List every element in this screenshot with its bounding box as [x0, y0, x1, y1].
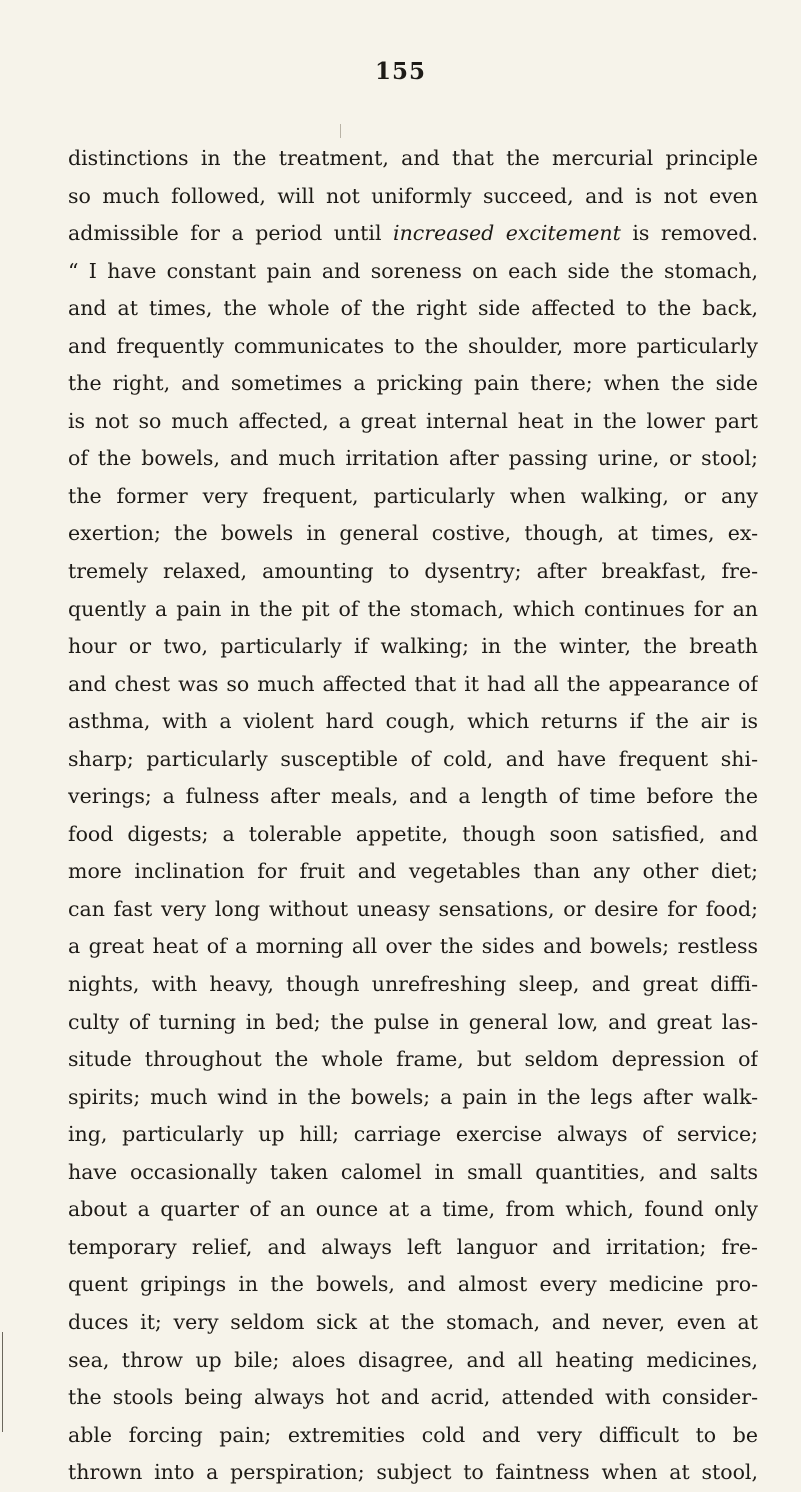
text-line: so much followed, will not uniformly succeed, and is not even: [68, 183, 758, 208]
text-line: sea, throw up bile; aloes disagree, and all heating medicines,: [68, 1347, 758, 1372]
text-line: and frequently communicates to the shoulder, more particularly: [68, 333, 758, 358]
text-line: the former very frequent, particularly when walking, or any: [68, 483, 758, 508]
text-line: is not so much affected, a great internal heat in the lower part: [68, 408, 758, 433]
text-line: culty of turning in bed; the pulse in general low, and great las-: [68, 1009, 758, 1034]
text-line: more inclination for fruit and vegetables than any other diet;: [68, 859, 758, 884]
margin-rule: [2, 1332, 3, 1432]
text-line: spirits; much wind in the bowels; a pain in the legs after walk-: [68, 1084, 758, 1109]
body-text: [68, 140, 758, 1492]
text-line: duces it; very seldom sick at the stomach, and never, even at: [68, 1309, 758, 1334]
text-line: the stools being always hot and acrid, attended with consider-: [68, 1385, 758, 1410]
text-line: and chest was so much affected that it had all the appearance of: [68, 671, 758, 696]
text-line: can fast very long without uneasy sensations, or desire for food;: [68, 896, 758, 921]
text-line: food digests; a tolerable appetite, though soon satisfied, and: [68, 821, 758, 846]
text-line: have occasionally taken calomel in small quantities, and salts: [68, 1159, 758, 1184]
text-line: sharp; particularly susceptible of cold, and have frequent shi-: [68, 746, 758, 771]
text-line: thrown into a perspiration; subject to faintness when at stool,: [68, 1460, 758, 1485]
text-line: admissible for a period until increased excitement is removed.: [68, 221, 758, 246]
text-line: quently a pain in the pit of the stomach, which continues for an: [68, 596, 758, 621]
text-line: tremely relaxed, amounting to dysentry; after breakfast, fre-: [68, 559, 758, 584]
text-line: asthma, with a violent hard cough, which returns if the air is: [68, 709, 758, 734]
text-line: verings; a fulness after meals, and a length of time before the: [68, 784, 758, 809]
text-line: distinctions in the treatment, and that the mercurial principle: [68, 146, 758, 170]
text-line: the right, and sometimes a pricking pain there; when the side: [68, 371, 758, 396]
text-line: temporary relief, and always left languor and irritation; fre-: [68, 1234, 758, 1259]
print-mark: [340, 124, 341, 138]
text-line: exertion; the bowels in general costive, though, at times, ex-: [68, 521, 758, 546]
text-line: of the bowels, and much irritation after passing urine, or stool;: [68, 446, 758, 471]
text-line: situde throughout the whole frame, but seldom depression of: [68, 1047, 758, 1072]
text-line: nights, with heavy, though unrefreshing sleep, and great diffi-: [68, 972, 758, 997]
page-number: 155: [374, 58, 426, 85]
text-line: about a quarter of an ounce at a time, from which, found only: [68, 1197, 758, 1222]
text-line: ing, particularly up hill; carriage exercise always of service;: [68, 1122, 758, 1147]
text-line: hour or two, particularly if walking; in the winter, the breath: [68, 634, 758, 659]
text-line: “ I have constant pain and soreness on each side the stomach,: [68, 258, 758, 283]
text-line: and at times, the whole of the right side affected to the back,: [68, 296, 758, 321]
text-line: quent gripings in the bowels, and almost every medicine pro-: [68, 1272, 758, 1297]
text-line: able forcing pain; extremities cold and very difficult to be: [68, 1422, 758, 1447]
text-line: a great heat of a morning all over the sides and bowels; restless: [68, 934, 758, 959]
emphasis-text: increased excitement: [393, 221, 621, 246]
